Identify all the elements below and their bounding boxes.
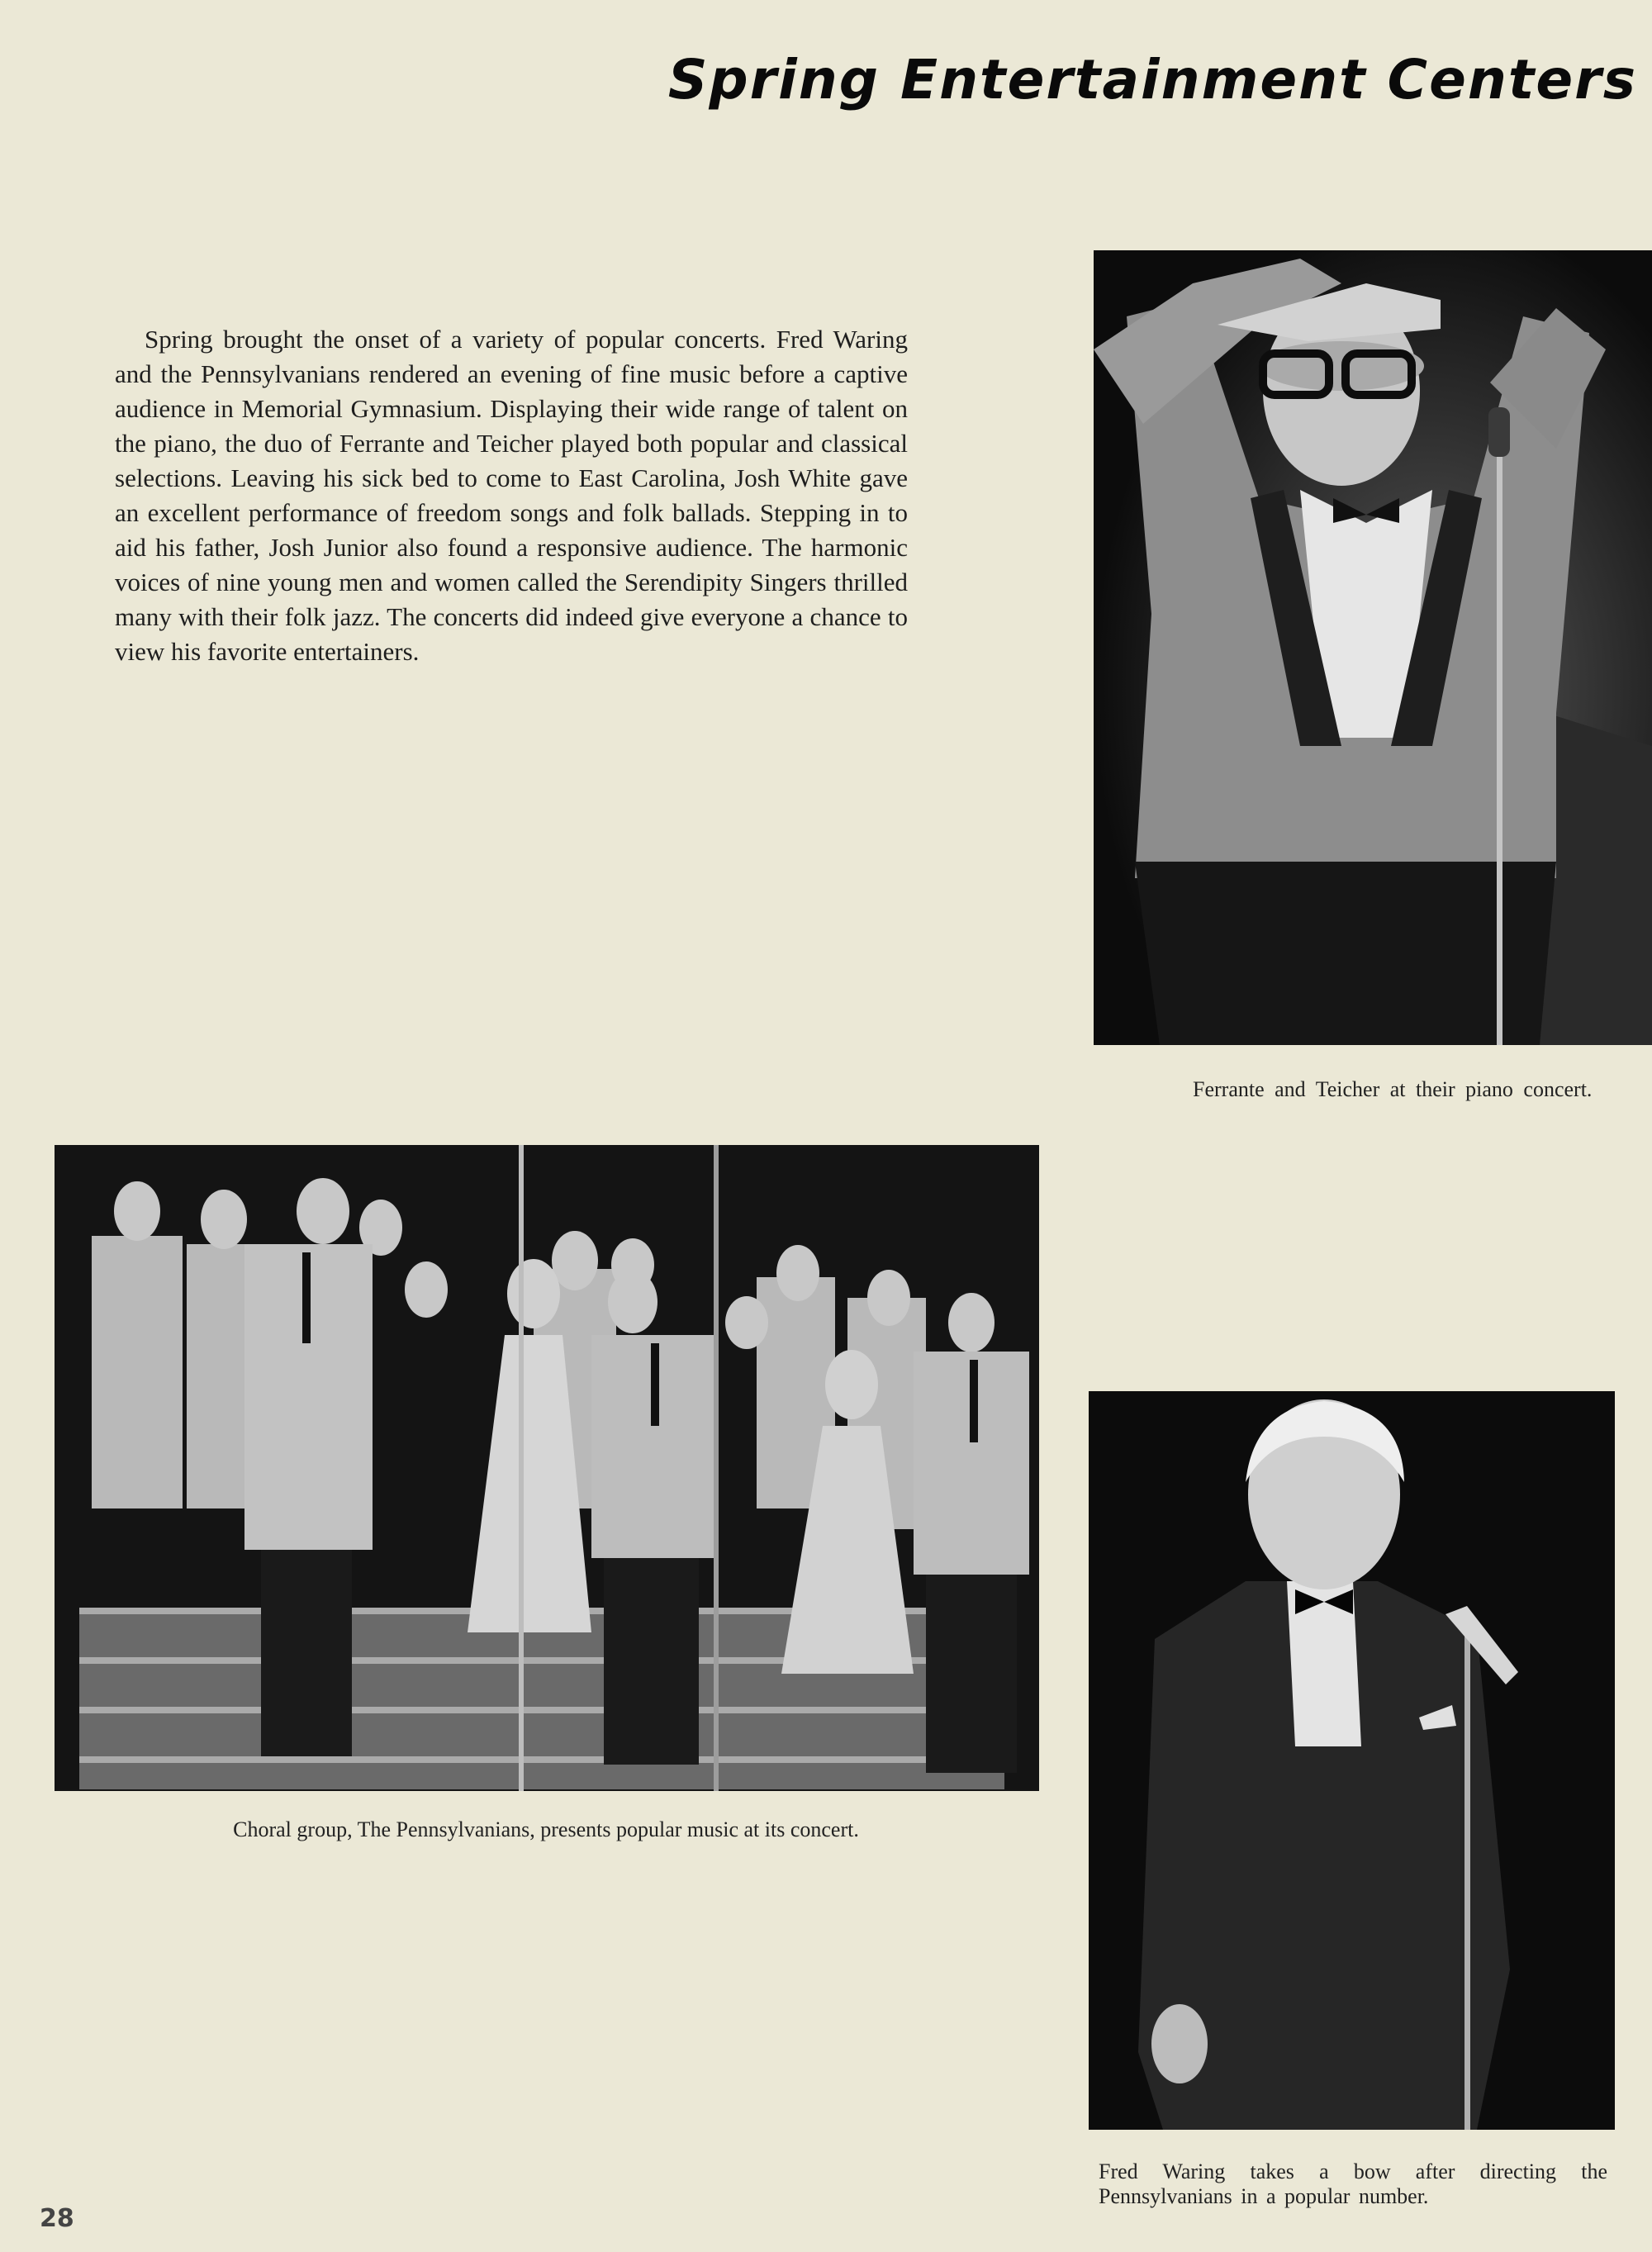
page-title: Spring Entertainment Centers xyxy=(667,48,1637,112)
ferrante-teicher-photo xyxy=(1094,250,1652,1045)
pennsylvanians-choral-photo xyxy=(55,1145,1039,1791)
page-number: 28 xyxy=(40,2204,74,2233)
fred-waring-photo xyxy=(1089,1391,1615,2130)
ferrante-teicher-caption: Ferrante and Teicher at their piano concert. xyxy=(1193,1077,1593,1101)
article-body: Spring brought the onset of a variety of popular concerts. Fred Waring and the Pennsylvanians rendered an evening of fine music before a captive audience in Memorial Gymnasium. Displaying their wide range of talent on the piano, the duo of Ferrante and Teicher played both popular and classical selections. Leaving his sick bed to come to East Carolina, Josh White gave an excellent performance of freedom songs and folk ballads. Stepping in to aid his father, Josh Junior also found a responsive audience. The harmonic voices of nine young men and women called the Serendipity Singers thrilled many with their folk jazz. The concerts did indeed give everyone a chance to view his favorite entertainers. xyxy=(115,325,908,666)
fred-waring-caption: Fred Waring takes a bow after directing the Pennsylvanians in a popular number. xyxy=(1099,2159,1607,2208)
pennsylvanians-caption: Choral group, The Pennsylvanians, presents popular music at its concert. xyxy=(233,1817,859,1841)
